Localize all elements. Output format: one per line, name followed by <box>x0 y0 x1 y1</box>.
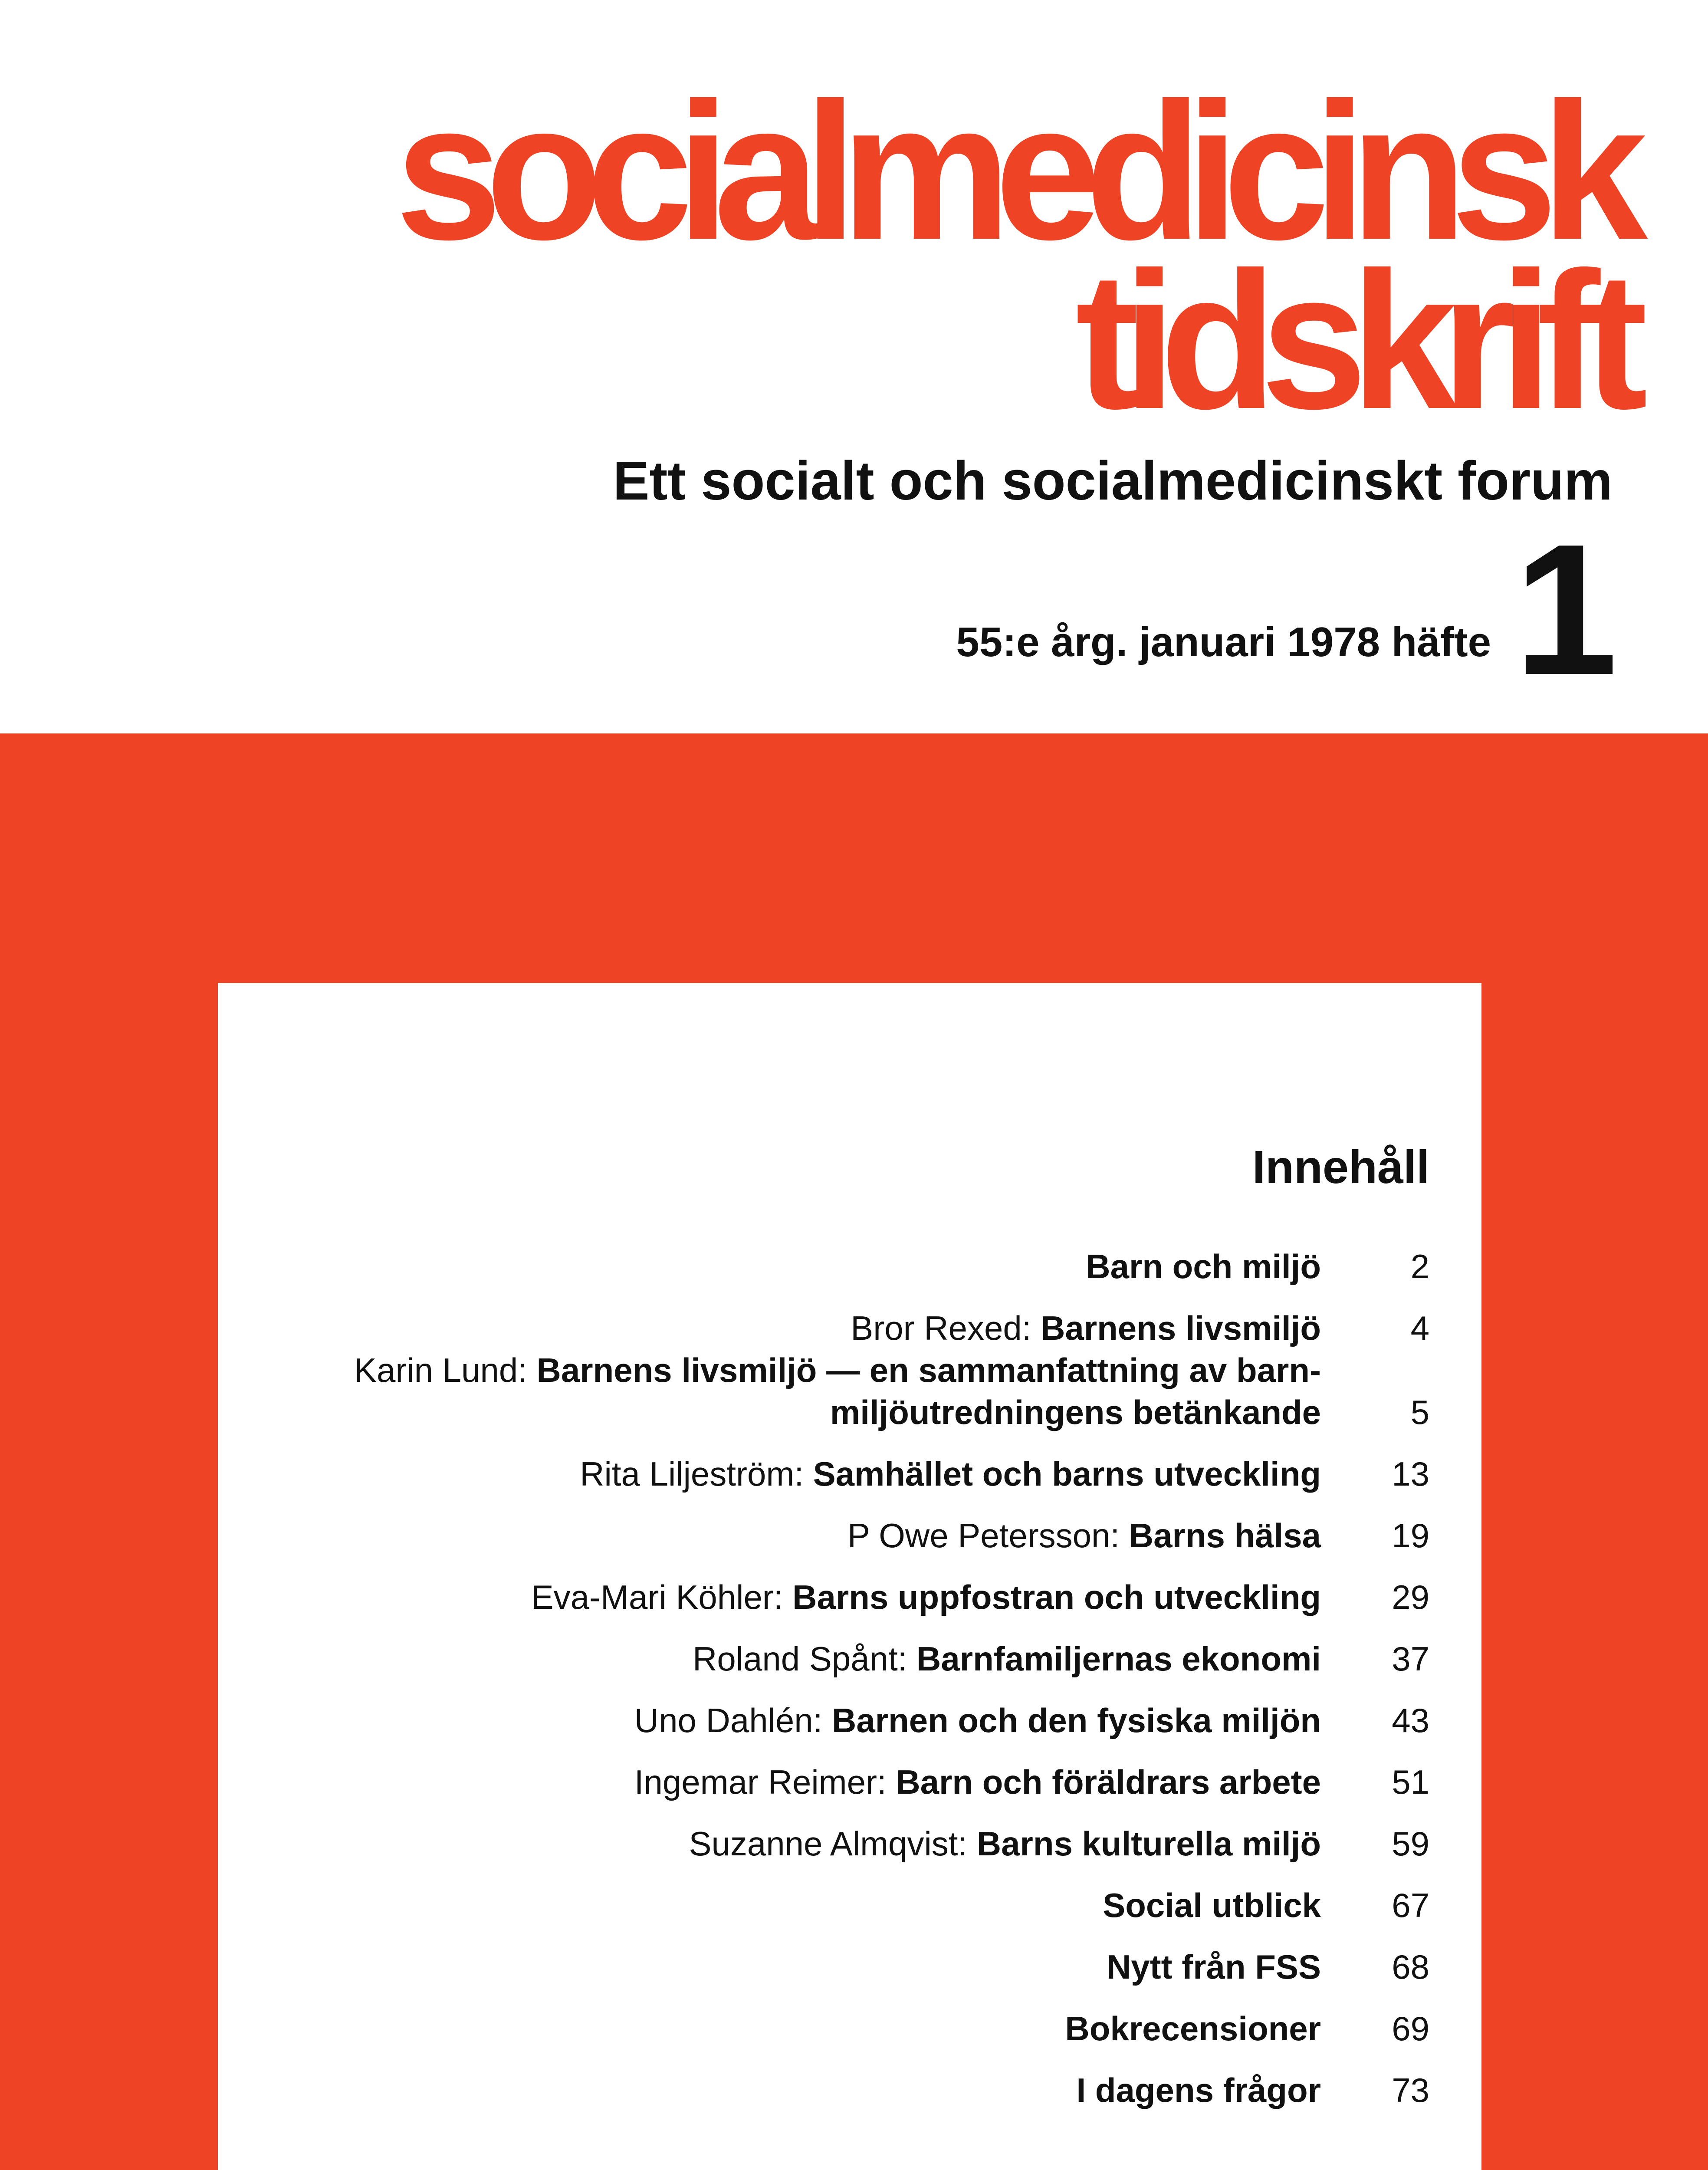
journal-subtitle: Ett socialt och socialmedicinskt forum <box>613 450 1613 511</box>
toc-author: Bror Rexed: <box>851 1309 1041 1348</box>
toc-author: P Owe Petersson: <box>847 1516 1129 1555</box>
toc-title: Barnens livsmiljö <box>1041 1309 1321 1348</box>
toc-author: Suzanne Almqvist: <box>689 1824 977 1863</box>
toc-title: Barn och föräldrars arbete <box>896 1762 1321 1801</box>
toc-row <box>253 2049 1429 2111</box>
toc-row <box>253 1618 1429 1680</box>
issue-number: 1 <box>1514 506 1618 714</box>
toc-author: Eva-Mari Köhler: <box>531 1578 793 1616</box>
toc-author: Karin Lund: <box>354 1351 537 1389</box>
toc-entry-text <box>253 1761 1321 1803</box>
toc-row <box>253 1349 1429 1433</box>
toc-entry-text <box>253 1307 1321 1349</box>
toc-row <box>253 1803 1429 1864</box>
toc-row <box>253 1226 1429 1288</box>
toc-row <box>253 1864 1429 1926</box>
toc-page-number: 5 <box>1410 1393 1429 1431</box>
toc-page-number: 51 <box>1392 1762 1429 1801</box>
toc-row <box>253 1926 1429 1988</box>
toc-page-number: 13 <box>1392 1454 1429 1493</box>
toc-row <box>253 1288 1429 1349</box>
toc-entry-text <box>253 1700 1321 1742</box>
toc-title: Barns hälsa <box>1129 1516 1321 1555</box>
toc-entry-text <box>253 2008 1321 2050</box>
toc-page-number: 29 <box>1392 1578 1429 1616</box>
toc-page-number: 4 <box>1410 1309 1429 1348</box>
toc-title: Barnen och den fysiska miljön <box>832 1701 1321 1739</box>
toc-page-number: 19 <box>1392 1516 1429 1555</box>
toc-page-number: 59 <box>1392 1824 1429 1863</box>
table-of-contents-panel <box>218 983 1481 2170</box>
toc-row <box>253 1988 1429 2049</box>
toc-title: Samhället och barns utveckling <box>813 1454 1321 1493</box>
toc-title: Barnfamiljernas ekonomi <box>916 1639 1321 1678</box>
toc-title: Bokrecensioner <box>1065 2009 1321 2048</box>
toc-entry-text <box>253 1453 1321 1495</box>
masthead-line-2: tidskrift <box>1075 232 1632 450</box>
toc-entry-text <box>253 1349 1321 1433</box>
toc-title: Barn och miljö <box>1086 1247 1321 1286</box>
toc-entry-text <box>253 2069 1321 2111</box>
toc-title: Barns kulturella miljö <box>976 1824 1321 1863</box>
toc-entry-text <box>253 1946 1321 1988</box>
toc-entry-text <box>253 1884 1321 1927</box>
table-of-contents-list <box>253 1226 1429 2111</box>
toc-entry-text <box>253 1823 1321 1865</box>
toc-author: Rita Liljeström: <box>580 1454 813 1493</box>
table-of-contents-heading: Innehåll <box>1252 1141 1429 1193</box>
issue-info: 55:e årg. januari 1978 häfte <box>956 619 1491 665</box>
toc-author: Roland Spånt: <box>693 1639 917 1678</box>
toc-row <box>253 1680 1429 1741</box>
toc-title: Barnens livsmiljö — en sammanfattning av barn-miljöutredningens betänkande <box>536 1351 1321 1431</box>
toc-title: Nytt från FSS <box>1106 1947 1321 1986</box>
toc-row <box>253 1556 1429 1618</box>
toc-entry-text <box>253 1246 1321 1288</box>
toc-author: Ingemar Reimer: <box>634 1762 896 1801</box>
toc-page-number: 37 <box>1392 1639 1429 1678</box>
toc-author: Uno Dahlén: <box>634 1701 832 1739</box>
toc-page-number: 2 <box>1410 1247 1429 1286</box>
toc-row <box>253 1741 1429 1803</box>
toc-title: Barns uppfostran och utveckling <box>792 1578 1321 1616</box>
journal-masthead <box>338 62 1632 450</box>
toc-title: Social utblick <box>1103 1886 1321 1924</box>
toc-page-number: 43 <box>1392 1701 1429 1739</box>
toc-page-number: 68 <box>1392 1947 1429 1986</box>
toc-page-number: 69 <box>1392 2009 1429 2048</box>
masthead-line-1: socialmedicinsk <box>395 62 1632 280</box>
toc-entry-text <box>253 1515 1321 1557</box>
toc-title: I dagens frågor <box>1076 2071 1321 2109</box>
toc-page-number: 67 <box>1392 1886 1429 1924</box>
toc-page-number: 73 <box>1392 2071 1429 2109</box>
toc-row <box>253 1495 1429 1556</box>
toc-entry-text <box>253 1576 1321 1618</box>
toc-row <box>253 1433 1429 1495</box>
toc-entry-text <box>253 1638 1321 1680</box>
